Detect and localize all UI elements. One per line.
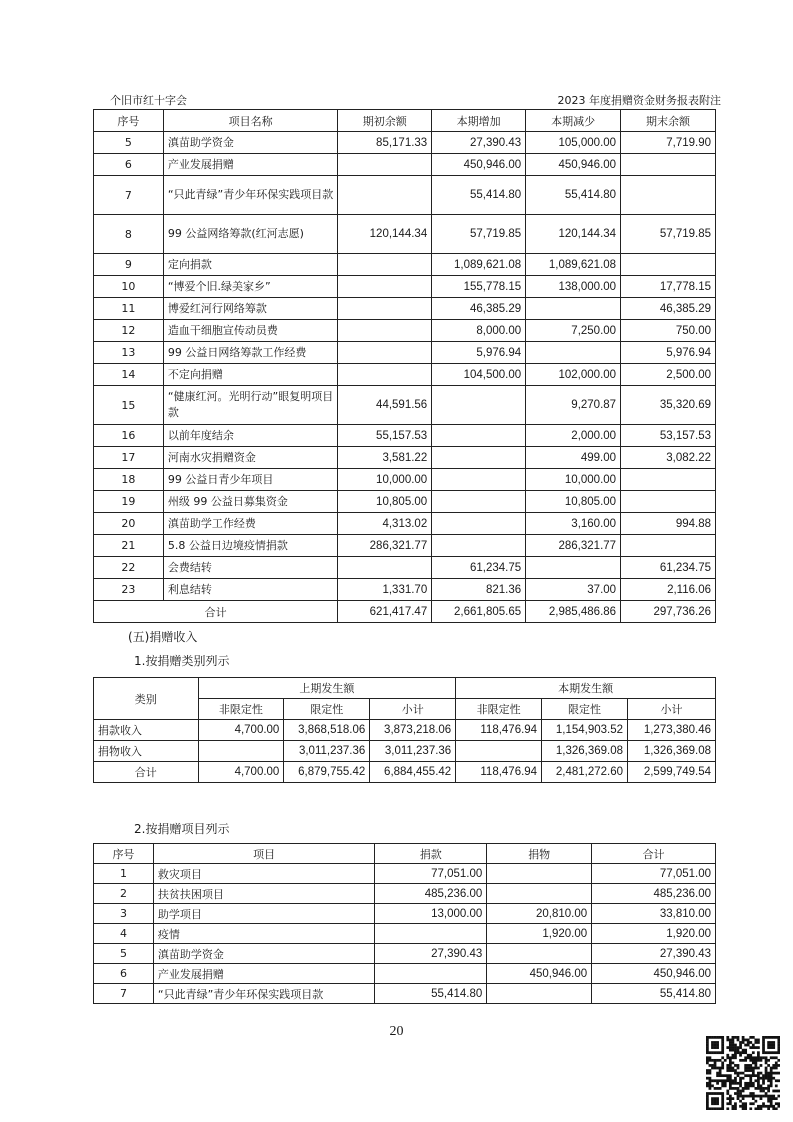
table-row xyxy=(94,469,716,491)
row-total: 1,920.00 xyxy=(592,924,716,944)
row-begin-balance xyxy=(338,342,432,364)
row-item: 扶贫扶困项目 xyxy=(153,884,374,904)
row-begin-balance: 1,331.70 xyxy=(338,579,432,601)
row-value: 4,700.00 xyxy=(198,762,284,783)
row-end-balance: 5,976.94 xyxy=(621,342,716,364)
row-total: 27,390.43 xyxy=(592,944,716,964)
row-cash: 77,051.00 xyxy=(375,864,487,884)
row-no: 11 xyxy=(94,298,164,320)
total-begin: 621,417.47 xyxy=(338,601,432,623)
row-increase: 8,000.00 xyxy=(432,320,526,342)
row-cash: 485,236.00 xyxy=(375,884,487,904)
row-category: 捐物收入 xyxy=(94,741,199,762)
row-end-balance xyxy=(621,491,716,513)
row-goods xyxy=(487,944,592,964)
table-row xyxy=(94,298,716,320)
row-decrease xyxy=(526,342,621,364)
row-value: 1,326,369.08 xyxy=(542,741,628,762)
row-end-balance: 750.00 xyxy=(621,320,716,342)
table-row xyxy=(94,342,716,364)
row-begin-balance: 4,313.02 xyxy=(338,513,432,535)
row-begin-balance xyxy=(338,320,432,342)
row-no: 16 xyxy=(94,425,164,447)
table-row xyxy=(94,944,716,964)
table-row xyxy=(94,132,716,154)
donation-by-category-table xyxy=(93,677,716,783)
row-category: 合计 xyxy=(94,762,199,783)
header-doc-title: 2023 年度捐赠资金财务报表附注 xyxy=(557,94,721,107)
row-cash: 27,390.43 xyxy=(375,944,487,964)
col-header-no: 序号 xyxy=(94,110,164,132)
row-decrease xyxy=(526,557,621,579)
row-value: 2,599,749.54 xyxy=(628,762,716,783)
row-goods xyxy=(487,864,592,884)
row-begin-balance: 3,581.22 xyxy=(338,447,432,469)
row-no: 5 xyxy=(94,944,154,964)
row-value: 6,879,755.42 xyxy=(284,762,370,783)
row-no: 17 xyxy=(94,447,164,469)
row-increase: 104,500.00 xyxy=(432,364,526,386)
row-end-balance xyxy=(621,469,716,491)
row-project-name: “健康红河。光明行动”眼复明项目款 xyxy=(163,386,338,425)
subsection-title-by-project: 2.按捐赠项目列示 xyxy=(134,822,230,836)
row-total: 485,236.00 xyxy=(592,884,716,904)
row-increase xyxy=(432,491,526,513)
row-end-balance: 2,116.06 xyxy=(621,579,716,601)
row-end-balance: 2,500.00 xyxy=(621,364,716,386)
row-value: 2,481,272.60 xyxy=(542,762,628,783)
row-project-name: 博爱红河行网络筹款 xyxy=(163,298,338,320)
row-begin-balance: 10,805.00 xyxy=(338,491,432,513)
row-value: 1,273,380.46 xyxy=(628,720,716,741)
row-increase xyxy=(432,513,526,535)
row-value xyxy=(456,741,542,762)
row-decrease: 120,144.34 xyxy=(526,215,621,254)
row-project-name: 滇苗助学工作经费 xyxy=(163,513,338,535)
row-decrease: 55,414.80 xyxy=(526,176,621,215)
row-item: 产业发展捐赠 xyxy=(153,964,374,984)
table-row xyxy=(94,884,716,904)
row-begin-balance xyxy=(338,276,432,298)
subheader-curr-subtotal: 小计 xyxy=(628,699,716,720)
table-row xyxy=(94,154,716,176)
row-project-name: 滇苗助学资金 xyxy=(163,132,338,154)
row-end-balance: 3,082.22 xyxy=(621,447,716,469)
row-project-name: 河南水灾捐赠资金 xyxy=(163,447,338,469)
row-increase xyxy=(432,535,526,557)
row-decrease: 1,089,621.08 xyxy=(526,254,621,276)
row-decrease: 138,000.00 xyxy=(526,276,621,298)
row-project-name: 利息结转 xyxy=(163,579,338,601)
col-header-cash: 捐款 xyxy=(375,844,487,864)
row-increase: 55,414.80 xyxy=(432,176,526,215)
row-increase: 450,946.00 xyxy=(432,154,526,176)
table-row xyxy=(94,964,716,984)
row-no: 8 xyxy=(94,215,164,254)
row-end-balance: 57,719.85 xyxy=(621,215,716,254)
subheader-curr-restricted: 限定性 xyxy=(542,699,628,720)
row-value: 1,154,903.52 xyxy=(542,720,628,741)
subheader-prev-subtotal: 小计 xyxy=(370,699,456,720)
row-value: 6,884,455.42 xyxy=(370,762,456,783)
row-project-name: 不定向捐赠 xyxy=(163,364,338,386)
row-decrease: 10,805.00 xyxy=(526,491,621,513)
table-header-row xyxy=(94,110,716,132)
qr-code-icon xyxy=(706,1036,780,1110)
row-end-balance: 53,157.53 xyxy=(621,425,716,447)
row-value: 3,868,518.06 xyxy=(284,720,370,741)
row-end-balance xyxy=(621,535,716,557)
row-project-name: “博爱个旧.绿美家乡” xyxy=(163,276,338,298)
row-begin-balance xyxy=(338,298,432,320)
row-value xyxy=(198,741,284,762)
row-no: 12 xyxy=(94,320,164,342)
row-no: 14 xyxy=(94,364,164,386)
table-row xyxy=(94,425,716,447)
table-row xyxy=(94,447,716,469)
row-project-name: 会费结转 xyxy=(163,557,338,579)
header-org: 个旧市红十字会 xyxy=(110,94,187,107)
row-project-name: 造血干细胞宣传动员费 xyxy=(163,320,338,342)
row-no: 18 xyxy=(94,469,164,491)
subheader-curr-unrestricted: 非限定性 xyxy=(456,699,542,720)
row-begin-balance xyxy=(338,154,432,176)
row-begin-balance: 85,171.33 xyxy=(338,132,432,154)
row-goods: 20,810.00 xyxy=(487,904,592,924)
row-no: 10 xyxy=(94,276,164,298)
table-row xyxy=(94,320,716,342)
row-increase xyxy=(432,425,526,447)
row-cash xyxy=(375,924,487,944)
col-header-prev-period: 上期发生额 xyxy=(198,678,456,699)
row-decrease: 105,000.00 xyxy=(526,132,621,154)
row-end-balance: 17,778.15 xyxy=(621,276,716,298)
row-no: 20 xyxy=(94,513,164,535)
row-goods xyxy=(487,984,592,1004)
row-value: 3,011,237.36 xyxy=(370,741,456,762)
table-row xyxy=(94,176,716,215)
row-end-balance: 46,385.29 xyxy=(621,298,716,320)
row-project-name: 州级 99 公益日募集资金 xyxy=(163,491,338,513)
row-increase: 5,976.94 xyxy=(432,342,526,364)
table-row xyxy=(94,557,716,579)
row-project-name: 产业发展捐赠 xyxy=(163,154,338,176)
row-begin-balance xyxy=(338,176,432,215)
row-increase: 155,778.15 xyxy=(432,276,526,298)
table-row xyxy=(94,924,716,944)
row-item: 滇苗助学资金 xyxy=(153,944,374,964)
section-title: (五)捐赠收入 xyxy=(128,630,198,644)
row-project-name: 99 公益日网络筹款工作经费 xyxy=(163,342,338,364)
row-project-name: “只此青绿”青少年环保实践项目款 xyxy=(163,176,338,215)
col-header-begin: 期初余额 xyxy=(338,110,432,132)
row-total: 77,051.00 xyxy=(592,864,716,884)
row-decrease: 9,270.87 xyxy=(526,386,621,425)
row-begin-balance: 55,157.53 xyxy=(338,425,432,447)
row-no: 3 xyxy=(94,904,154,924)
subheader-prev-unrestricted: 非限定性 xyxy=(198,699,284,720)
row-total: 55,414.80 xyxy=(592,984,716,1004)
subsection-title-by-category: 1.按捐赠类别列示 xyxy=(134,654,230,668)
total-label: 合计 xyxy=(94,601,338,623)
table-row xyxy=(94,535,716,557)
total-row xyxy=(94,601,716,623)
col-header-name: 项目名称 xyxy=(163,110,338,132)
col-header-category: 类别 xyxy=(94,678,199,720)
row-decrease: 10,000.00 xyxy=(526,469,621,491)
col-header-no: 序号 xyxy=(94,844,154,864)
row-decrease: 450,946.00 xyxy=(526,154,621,176)
row-no: 21 xyxy=(94,535,164,557)
page-number: 20 xyxy=(389,1024,404,1039)
table-row xyxy=(94,984,716,1004)
row-project-name: 5.8 公益日边境疫情捐款 xyxy=(163,535,338,557)
fund-balance-table xyxy=(93,109,716,623)
row-no: 6 xyxy=(94,154,164,176)
row-project-name: 99 公益网络筹款(红河志愿) xyxy=(163,215,338,254)
row-no: 1 xyxy=(94,864,154,884)
row-value: 3,011,237.36 xyxy=(284,741,370,762)
row-decrease: 2,000.00 xyxy=(526,425,621,447)
table-row xyxy=(94,904,716,924)
row-increase xyxy=(432,469,526,491)
total-dec: 2,985,486.86 xyxy=(526,601,621,623)
row-item: 救灾项目 xyxy=(153,864,374,884)
row-end-balance: 61,234.75 xyxy=(621,557,716,579)
row-item: 疫情 xyxy=(153,924,374,944)
row-decrease xyxy=(526,298,621,320)
table-row xyxy=(94,364,716,386)
total-inc: 2,661,805.65 xyxy=(432,601,526,623)
row-begin-balance: 10,000.00 xyxy=(338,469,432,491)
row-increase: 821.36 xyxy=(432,579,526,601)
row-increase: 61,234.75 xyxy=(432,557,526,579)
row-project-name: 以前年度结余 xyxy=(163,425,338,447)
row-value: 4,700.00 xyxy=(198,720,284,741)
row-item: “只此青绿”青少年环保实践项目款 xyxy=(153,984,374,1004)
row-no: 19 xyxy=(94,491,164,513)
table-row xyxy=(94,579,716,601)
row-increase xyxy=(432,386,526,425)
col-header-item: 项目 xyxy=(153,844,374,864)
row-no: 4 xyxy=(94,924,154,944)
row-goods xyxy=(487,884,592,904)
row-value: 118,476.94 xyxy=(456,762,542,783)
col-header-goods: 捐物 xyxy=(487,844,592,864)
row-decrease: 3,160.00 xyxy=(526,513,621,535)
row-no: 7 xyxy=(94,176,164,215)
row-begin-balance: 120,144.34 xyxy=(338,215,432,254)
row-increase: 1,089,621.08 xyxy=(432,254,526,276)
row-goods: 450,946.00 xyxy=(487,964,592,984)
row-decrease: 37.00 xyxy=(526,579,621,601)
row-begin-balance xyxy=(338,364,432,386)
row-no: 22 xyxy=(94,557,164,579)
col-header-curr-period: 本期发生额 xyxy=(456,678,716,699)
row-no: 13 xyxy=(94,342,164,364)
row-decrease: 102,000.00 xyxy=(526,364,621,386)
table-row xyxy=(94,254,716,276)
table-row xyxy=(94,720,716,741)
row-value: 3,873,218.06 xyxy=(370,720,456,741)
row-item: 助学项目 xyxy=(153,904,374,924)
row-no: 2 xyxy=(94,884,154,904)
row-begin-balance: 44,591.56 xyxy=(338,386,432,425)
total-end: 297,736.26 xyxy=(621,601,716,623)
table-row xyxy=(94,513,716,535)
row-total: 450,946.00 xyxy=(592,964,716,984)
donation-by-project-table xyxy=(93,843,716,1004)
row-no: 6 xyxy=(94,964,154,984)
row-no: 23 xyxy=(94,579,164,601)
row-increase xyxy=(432,447,526,469)
table-row xyxy=(94,491,716,513)
col-header-inc: 本期增加 xyxy=(432,110,526,132)
row-end-balance: 35,320.69 xyxy=(621,386,716,425)
row-end-balance xyxy=(621,154,716,176)
row-goods: 1,920.00 xyxy=(487,924,592,944)
row-cash: 55,414.80 xyxy=(375,984,487,1004)
row-cash: 13,000.00 xyxy=(375,904,487,924)
row-project-name: 定向捐款 xyxy=(163,254,338,276)
row-end-balance: 994.88 xyxy=(621,513,716,535)
row-value: 118,476.94 xyxy=(456,720,542,741)
row-end-balance xyxy=(621,254,716,276)
subheader-prev-restricted: 限定性 xyxy=(284,699,370,720)
row-no: 7 xyxy=(94,984,154,1004)
table-row xyxy=(94,762,716,783)
row-end-balance xyxy=(621,176,716,215)
row-begin-balance xyxy=(338,254,432,276)
row-increase: 57,719.85 xyxy=(432,215,526,254)
col-header-total: 合计 xyxy=(592,844,716,864)
row-category: 捐款收入 xyxy=(94,720,199,741)
row-end-balance: 7,719.90 xyxy=(621,132,716,154)
table-row xyxy=(94,386,716,425)
table-row xyxy=(94,741,716,762)
row-cash xyxy=(375,964,487,984)
row-no: 15 xyxy=(94,386,164,425)
row-decrease: 499.00 xyxy=(526,447,621,469)
col-header-end: 期末余额 xyxy=(621,110,716,132)
table-row xyxy=(94,215,716,254)
row-increase: 46,385.29 xyxy=(432,298,526,320)
table-row xyxy=(94,864,716,884)
col-header-dec: 本期减少 xyxy=(526,110,621,132)
row-increase: 27,390.43 xyxy=(432,132,526,154)
row-begin-balance xyxy=(338,557,432,579)
row-no: 5 xyxy=(94,132,164,154)
row-decrease: 286,321.77 xyxy=(526,535,621,557)
row-begin-balance: 286,321.77 xyxy=(338,535,432,557)
row-no: 9 xyxy=(94,254,164,276)
row-value: 1,326,369.08 xyxy=(628,741,716,762)
row-project-name: 99 公益日青少年项目 xyxy=(163,469,338,491)
row-decrease: 7,250.00 xyxy=(526,320,621,342)
table-row xyxy=(94,276,716,298)
row-total: 33,810.00 xyxy=(592,904,716,924)
